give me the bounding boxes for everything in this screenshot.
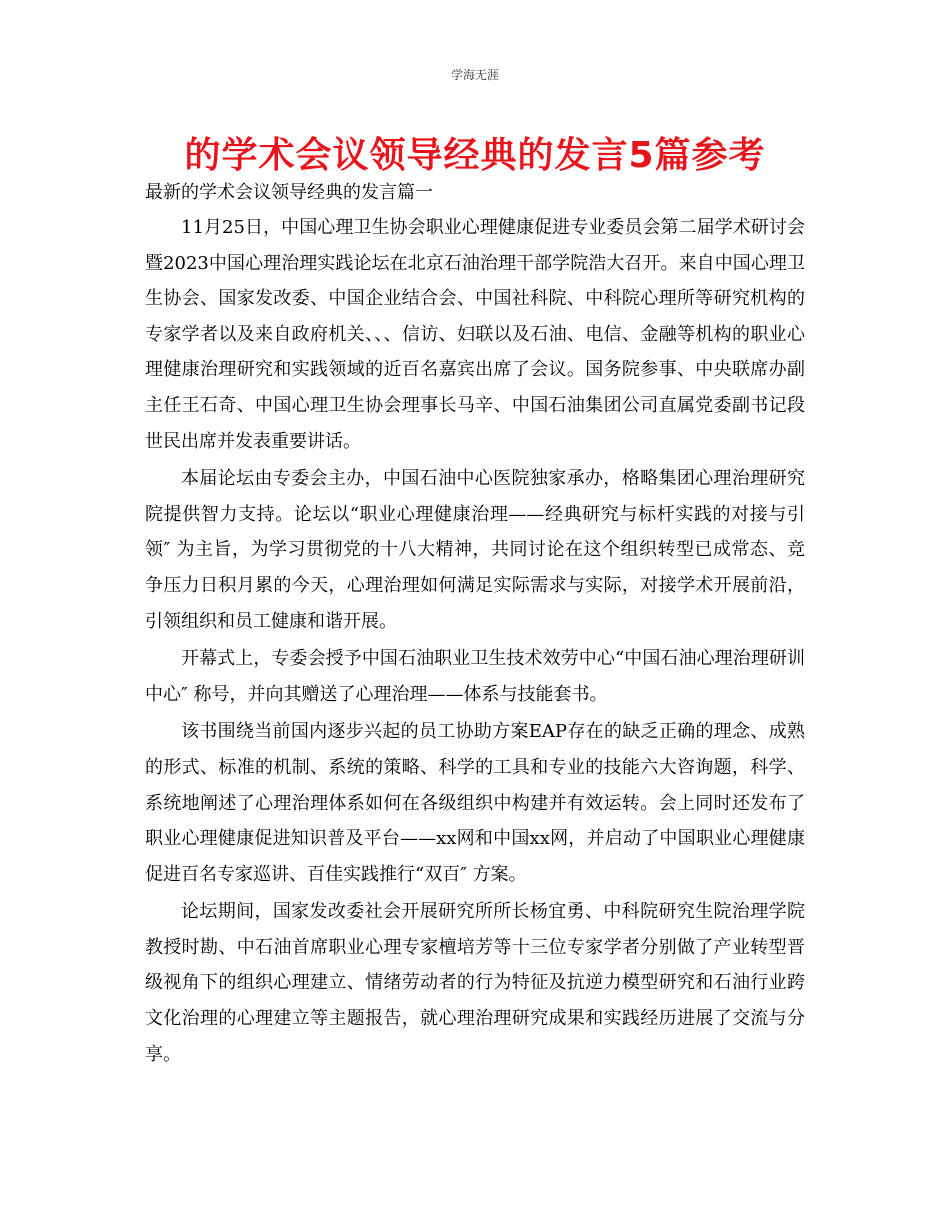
paragraph-2: 本届论坛由专委会主办，中国石油中心医院独家承办，格略集团心理治理研究院提供智力支持。论坛以“职业心理健康治理——经典研究与标杆实践的对接与引领″ 为主旨，为学习贯彻党的十八大精神，共同讨论在这个组织转型已成常态、竞争压力日积月累的今天，心理治理如何满足实际需求与实际，对接学术开展前沿，引领组织和员工健康和谐开展。: [145, 468, 805, 632]
paragraph-5: 论坛期间，国家发改委社会开展研究所所长杨宜勇、中科院研究生院治理学院教授时勘、中石油首席职业心理专家檀培芳等十三位专家学者分别做了产业转型晋级视角下的组织心理建立、情绪劳动者的行为特征及抗逆力模型研究和石油行业跨文化治理的心理建立等主题报告，就心理治理研究成果和实践经历进展了交流与分享。: [145, 901, 805, 1065]
paragraph-1: 11月25日，中国心理卫生协会职业心理健康促进专业委员会第二届学术研讨会暨2023中国心理治理实践论坛在北京石油治理干部学院浩大召开。来自中国心理卫生协会、国家发改委、中国企业结合会、中国社科院、中科院心理所等研究机构的专家学者以及来自政府机关、、、信访、妇联以及石油、电信、金融等机构的职业心理健康治理研究和实践领域的近百名嘉宾出席了会议。国务院参事、中央联席办副主任王石奇、中国心理卫生协会理事长马辛、中国石油集团公司直属党委副书记段世民出席并发表重要讲话。: [145, 217, 805, 452]
page-header: 学海无涯: [450, 68, 499, 82]
document-title: 的学术会议领导经典的发言5篇参考: [184, 135, 766, 176]
section-heading: 最新的学术会议领导经典的发言篇一: [145, 182, 433, 203]
document-body: [145, 210, 805, 1074]
paragraph-3: 开幕式上，专委会授予中国石油职业卫生技术效劳中心“中国石油心理治理研训中心″ 称号，并向其赠送了心理治理——体系与技能套书。: [145, 648, 805, 705]
paragraph-4: 该书围绕当前国内逐步兴起的员工协助方案EAP存在的缺乏正确的理念、成熟的形式、标准的机制、系统的策略、科学的工具和专业的技能六大咨询题，科学、系统地阐述了心理治理体系如何在各级组织中构建并有效运转。会上同时还发布了职业心理健康促进知识普及平台——xx网和中国xx网，并启动了中国职业心理健康促进百名专家巡讲、百佳实践推行“双百″ 方案。: [145, 721, 805, 885]
